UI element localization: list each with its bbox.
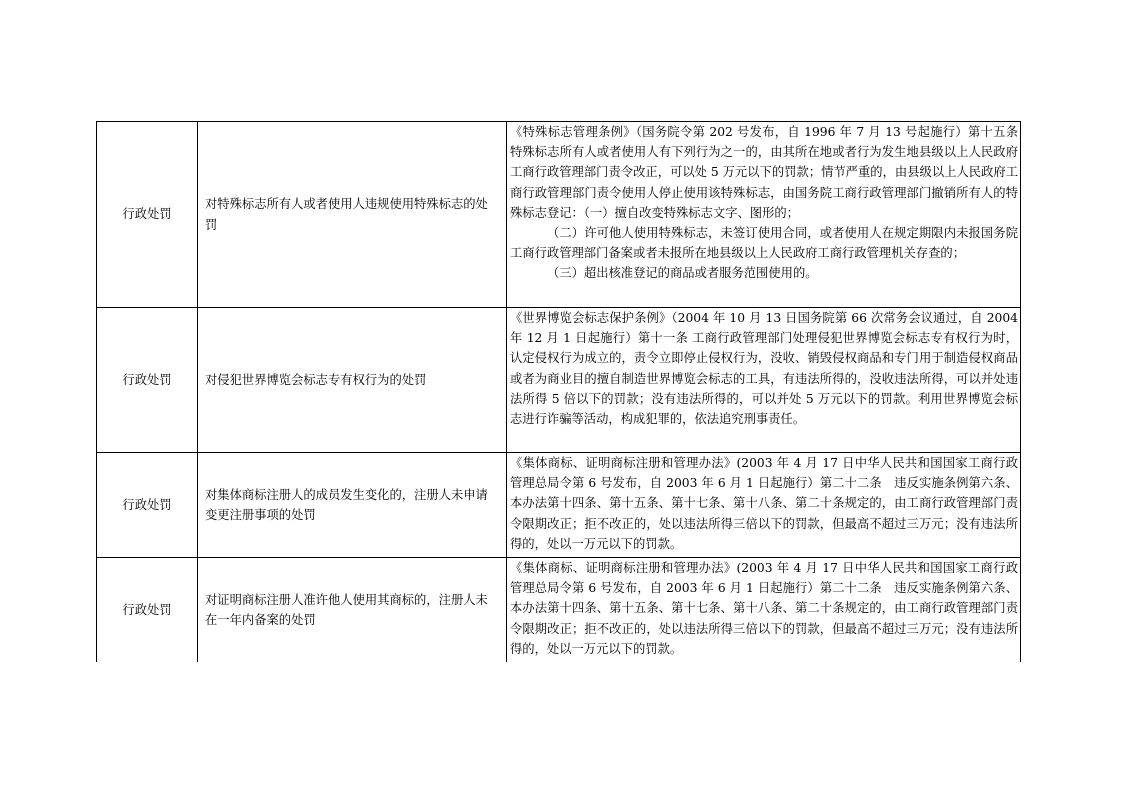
penalty-type-cell: 行政处罚 bbox=[97, 122, 198, 308]
table-row bbox=[97, 558, 1021, 662]
legal-basis-paragraph: 《世界博览会标志保护条例》（2004 年 10 月 13 日国务院第 66 次常务会议通过，自 2004 年 12 月 1 日起施行）第十一条 工商行政管理部门处理侵犯世界博览会标志专有权行为时，认定侵权行为成立的，责令立即停止侵权行为，没收、销毁侵权商品和专门用于制造侵权商品或者为商业目的擅自制造世界博览会标志的工具，有违法所得的，没收违法所得，可以并处违法所得 5 倍以下的罚款；没有违法所得的，可以并处 5 万元以下的罚款。利用世界博览会标志进行诈骗等活动，构成犯罪的，依法追究刑事责任。 bbox=[510, 311, 1018, 427]
legal-basis-cell bbox=[507, 122, 1021, 308]
legal-basis-cell bbox=[507, 308, 1021, 453]
penalty-type-cell: 行政处罚 bbox=[97, 308, 198, 453]
penalty-item-cell: 对集体商标注册人的成员发生变化的，注册人未申请变更注册事项的处罚 bbox=[198, 453, 507, 558]
legal-basis-cell bbox=[507, 558, 1021, 662]
legal-basis-paragraph: （二）许可他人使用特殊标志，未签订使用合同，或者使用人在规定期限内未报国务院工商行政管理部门备案或者未报所在地县级以上人民政府工商行政管理机关存查的； bbox=[510, 226, 1018, 261]
legal-basis-paragraph: 《集体商标、证明商标注册和管理办法》(2003 年 4 月 17 日中华人民共和国国家工商行政管理总局令第 6 号发布，自 2003 年 6 月 1 日起施行）第二十二条 违反实施条例第六条、本办法第十四条、第十五条、第十七条、第十八条、第二十条规定的，由工商行政管理部门责令限期改正；拒不改正的，处以违法所得三倍以下的罚款，但最高不超过三万元；没有违法所得的，处以一万元以下的罚款。 bbox=[510, 561, 1018, 656]
legal-basis-cell bbox=[507, 453, 1021, 558]
penalty-type-cell: 行政处罚 bbox=[97, 558, 198, 662]
table-row bbox=[97, 453, 1021, 558]
penalty-table bbox=[96, 121, 1021, 662]
penalty-item-cell: 对特殊标志所有人或者使用人违规使用特殊标志的处罚 bbox=[198, 122, 507, 308]
legal-basis-paragraph: 《特殊标志管理条例》（国务院令第 202 号发布，自 1996 年 7 月 13 号起施行）第十五条 特殊标志所有人或者使用人有下列行为之一的，由其所在地或者行为发生地县级以上人民政府工商行政管理部门责令改正，可以处 5 万元以下的罚款；情节严重的，由县级以上人民政府工商行政管理部门责令使用人停止使用该特殊标志，由国务院工商行政管理部门撤销所有人的特殊标志登记：（一）擅自改变特殊标志文字、图形的； bbox=[510, 125, 1018, 220]
table-row bbox=[97, 122, 1021, 308]
legal-basis-paragraph: （三）超出核准登记的商品或者服务范围使用的。 bbox=[547, 266, 818, 281]
legal-basis-paragraph: 《集体商标、证明商标注册和管理办法》(2003 年 4 月 17 日中华人民共和国国家工商行政管理总局令第 6 号发布，自 2003 年 6 月 1 日起施行）第二十二条 违反实施条例第六条、本办法第十四条、第十五条、第十七条、第十八条、第二十条规定的，由工商行政管理部门责令限期改正；拒不改正的，处以违法所得三倍以下的罚款，但最高不超过三万元；没有违法所得的，处以一万元以下的罚款。 bbox=[510, 456, 1018, 551]
document-page bbox=[96, 121, 1019, 662]
penalty-item-cell: 对侵犯世界博览会标志专有权行为的处罚 bbox=[198, 308, 507, 453]
penalty-item-cell: 对证明商标注册人准许他人使用其商标的，注册人未在一年内备案的处罚 bbox=[198, 558, 507, 662]
table-row bbox=[97, 308, 1021, 453]
penalty-type-cell: 行政处罚 bbox=[97, 453, 198, 558]
